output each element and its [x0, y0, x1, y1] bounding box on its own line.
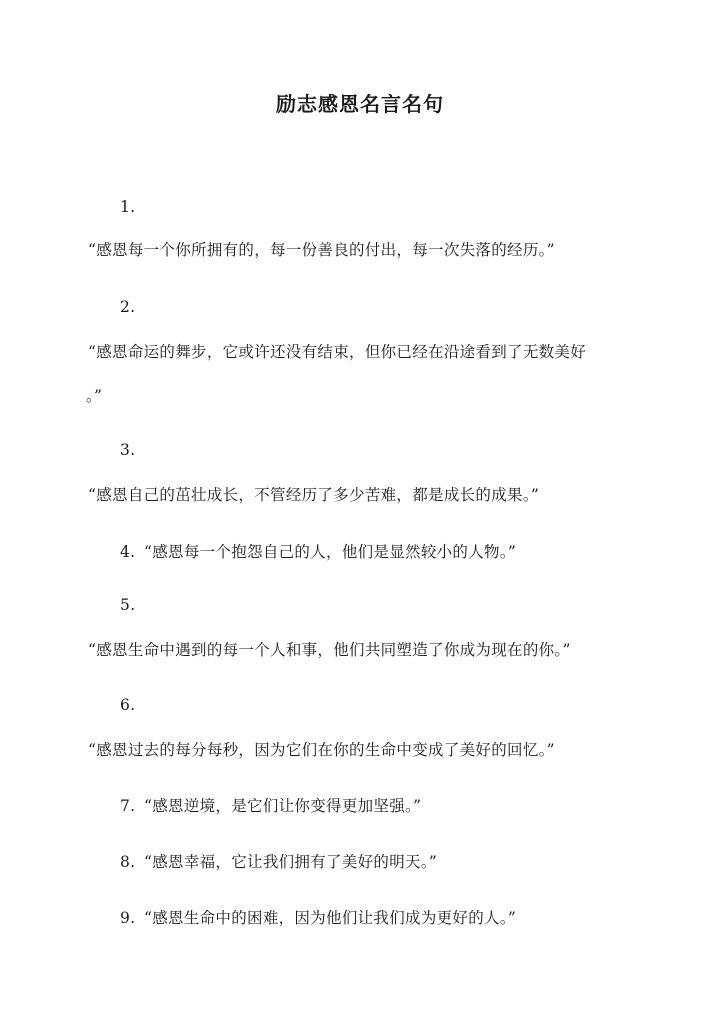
quote-text: “感恩逆境，是它们让你变得更加坚强。”: [144, 797, 422, 815]
item-number: 3.: [120, 441, 136, 459]
quote-text: “感恩每一个你所拥有的，每一份善良的付出，每一次失落的经历。”: [88, 241, 555, 259]
quote-text: “感恩命运的舞步，它或许还没有结束，但你已经在沿途看到了无数美好: [88, 343, 587, 361]
quote-text-continuation: 。”: [86, 387, 103, 405]
list-item: [120, 850, 437, 872]
item-number: 2.: [120, 298, 136, 316]
item-number: 8.: [120, 853, 136, 871]
item-number: 9.: [120, 909, 136, 927]
item-number: 1.: [120, 198, 136, 216]
item-number: 7.: [120, 797, 136, 815]
document-title: 励志感恩名言名句: [276, 92, 444, 116]
list-item: [120, 906, 516, 928]
item-number: 6.: [120, 696, 136, 714]
quote-text: “感恩生命中遇到的每一个人和事，他们共同塑造了你成为现在的你。”: [88, 641, 571, 659]
item-number: 4.: [120, 543, 136, 561]
list-item: [120, 794, 421, 816]
quote-text: “感恩自己的茁壮成长，不管经历了多少苦难，都是成长的成果。”: [88, 486, 540, 504]
quote-text: “感恩幸福，它让我们拥有了美好的明天。”: [144, 853, 438, 871]
item-number: 5.: [120, 596, 136, 614]
quote-text: “感恩生命中的困难，因为他们让我们成为更好的人。”: [144, 909, 517, 927]
quote-text: “感恩过去的每分每秒，因为它们在你的生命中变成了美好的回忆。”: [88, 741, 555, 759]
list-item: [120, 540, 516, 562]
quote-text: “感恩每一个抱怨自己的人，他们是显然较小的人物。”: [144, 543, 517, 561]
